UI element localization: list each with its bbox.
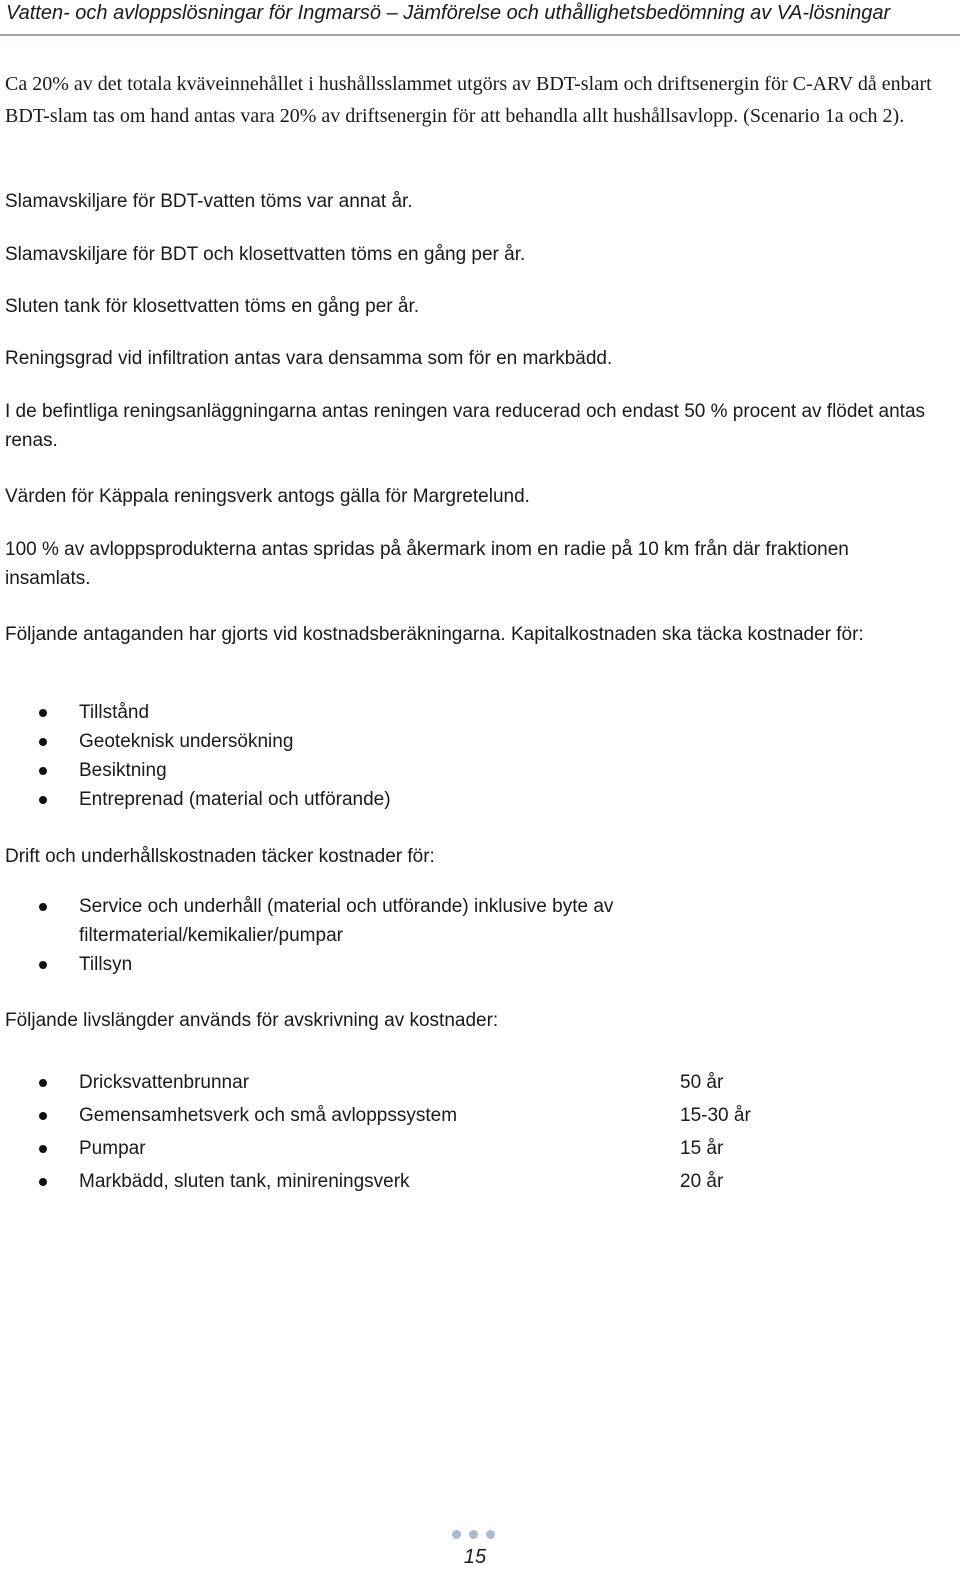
footer-dot bbox=[469, 1530, 478, 1539]
lifetime-value: 15 år bbox=[680, 1138, 724, 1159]
paragraph-spreading: 100 % av avloppsprodukterna antas spridas på åkermark inom en radie på 10 km från där fraktionen insamlats. bbox=[5, 539, 849, 589]
paragraph-lifetimes-intro: Följande livslängder används för avskrivning av kostnader: bbox=[5, 1010, 499, 1031]
lifetime-list bbox=[0, 1066, 900, 1198]
paragraph-bdt-emptying: Slamavskiljare för BDT-vatten töms var annat år. bbox=[5, 191, 413, 212]
operation-cost-list bbox=[0, 892, 700, 979]
paragraph-kappala: Värden för Käppala reningsverk antogs gälla för Margretelund. bbox=[5, 486, 530, 507]
list-item bbox=[0, 1132, 900, 1165]
list-item bbox=[0, 1066, 900, 1099]
footer-dot bbox=[486, 1530, 495, 1539]
lifetime-value: 20 år bbox=[680, 1171, 724, 1192]
lifetime-value: 15-30 år bbox=[680, 1105, 751, 1126]
paragraph-operation-intro: Drift och underhållskostnaden täcker kostnader för: bbox=[5, 846, 435, 867]
list-item bbox=[0, 1165, 900, 1198]
paragraph-existing-plants: I de befintliga reningsanläggningarna antas reningen vara reducerad och endast 50 % procent av flödet antas renas. bbox=[5, 401, 926, 451]
paragraph-capital-intro: Följande antaganden har gjorts vid kostnadsberäkningarna. Kapitalkostnaden ska täcka kostnader för: bbox=[5, 624, 864, 645]
list-item: Tillstånd bbox=[0, 698, 900, 727]
paragraph-nitrogen: Ca 20% av det totala kväveinnehållet i hushållsslammet utgörs av BDT-slam och driftsenergin för C-ARV då enbart BDT-slam tas om hand antas vara 20% av driftsenergin för att behandla allt hushållsavlopp. (Scenario 1a och 2). bbox=[5, 73, 932, 127]
list-item: Besiktning bbox=[0, 756, 900, 785]
lifetime-name: Gemensamhetsverk och små avloppssystem bbox=[79, 1105, 458, 1126]
lifetime-value: 50 år bbox=[680, 1072, 724, 1093]
list-item: Service och underhåll (material och utförande) inklusive byte av filtermaterial/kemikalier/pumpar bbox=[0, 892, 700, 950]
list-item: Geoteknisk undersökning bbox=[0, 727, 900, 756]
page-number: 15 bbox=[463, 1546, 487, 1568]
lifetime-name: Pumpar bbox=[79, 1138, 146, 1159]
paragraph-infiltration: Reningsgrad vid infiltration antas vara densamma som för en markbädd. bbox=[5, 348, 613, 369]
footer-dots bbox=[452, 1530, 500, 1542]
list-item bbox=[0, 1099, 900, 1132]
lifetime-name: Markbädd, sluten tank, minireningsverk bbox=[79, 1171, 410, 1192]
paragraph-septic-emptying: Slamavskiljare för BDT och klosettvatten töms en gång per år. bbox=[5, 244, 526, 265]
header-title: Vatten- och avloppslösningar för Ingmarsö – Jämförelse och uthållighetsbedömning av VA-lösningar bbox=[6, 2, 891, 24]
capital-cost-list bbox=[0, 698, 900, 814]
list-item: Tillsyn bbox=[0, 950, 700, 979]
page-header bbox=[0, 0, 960, 36]
list-item: Entreprenad (material och utförande) bbox=[0, 785, 900, 814]
lifetime-name: Dricksvattenbrunnar bbox=[79, 1072, 250, 1093]
paragraph-closed-tank: Sluten tank för klosettvatten töms en gång per år. bbox=[5, 296, 420, 317]
footer-dot bbox=[452, 1530, 461, 1539]
